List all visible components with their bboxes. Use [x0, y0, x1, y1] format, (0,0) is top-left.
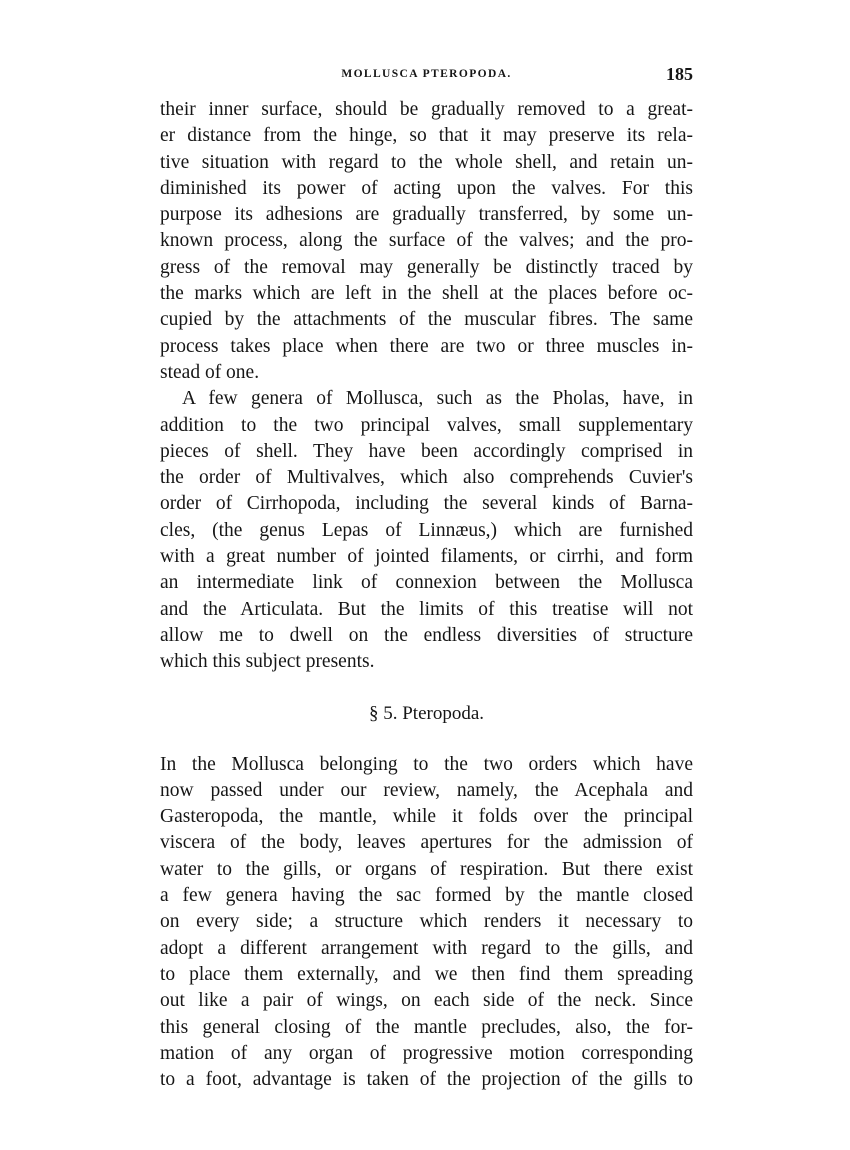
section-heading: § 5. Pteropoda.: [368, 702, 485, 724]
text-line: In the Mollusca belonging to the two orders which have: [160, 753, 693, 775]
page-number: 185: [666, 64, 693, 84]
text-line: A few genera of Mollusca, such as the Pholas, have, in: [182, 388, 693, 410]
running-title: MOLLUSCA PTEROPODA.: [341, 68, 512, 80]
text-line: to a foot, advantage is taken of the projection of the gills to: [160, 1069, 693, 1091]
text-line: to place them externally, and we then find them spreading: [160, 963, 693, 985]
text-line: gress of the removal may generally be distinctly traced by: [160, 256, 693, 278]
text-line: known process, along the surface of the valves; and the pro-: [160, 230, 693, 252]
text-line: the order of Multivalves, which also comprehends Cuvier's: [160, 467, 693, 489]
text-line: process takes place when there are two or three muscles in-: [160, 335, 693, 357]
text-line: a few genera having the sac formed by the mantle closed: [160, 885, 693, 907]
body-text: [160, 97, 693, 1093]
text-line: with a great number of jointed filaments, or cirrhi, and form: [160, 546, 693, 568]
text-line: diminished its power of acting upon the valves. For this: [160, 177, 693, 199]
text-line: out like a pair of wings, on each side of the neck. Since: [160, 990, 693, 1012]
paragraph-2: [160, 386, 693, 675]
text-line: water to the gills, or organs of respiration. But there exist: [160, 858, 693, 880]
text-line: allow me to dwell on the endless diversities of structure: [160, 624, 693, 646]
text-line: and the Articulata. But the limits of this treatise will not: [160, 598, 693, 620]
text-line: pieces of shell. They have been accordingly comprised in: [160, 440, 693, 462]
text-line: addition to the two principal valves, small supplementary: [160, 414, 693, 436]
paragraph-3: [160, 752, 693, 1094]
text-line: purpose its adhesions are gradually transferred, by some un-: [160, 204, 693, 226]
text-line: mation of any organ of progressive motion corresponding: [160, 1042, 693, 1064]
text-line: on every side; a structure which renders it necessary to: [160, 911, 693, 933]
text-line: Gasteropoda, the mantle, while it folds over the principal: [160, 806, 693, 828]
text-line: their inner surface, should be gradually removed to a great-: [160, 99, 693, 120]
text-line: an intermediate link of connexion between the Mollusca: [160, 572, 693, 594]
text-line: tive situation with regard to the whole shell, and retain un-: [160, 151, 693, 173]
text-line: which this subject presents.: [160, 651, 375, 673]
spacer: [160, 727, 693, 752]
text-line: this general closing of the mantle precludes, also, the for-: [160, 1016, 693, 1038]
text-line: adopt a different arrangement with regard to the gills, and: [160, 937, 693, 959]
text-line: er distance from the hinge, so that it may preserve its rela-: [160, 125, 693, 147]
text-line: order of Cirrhopoda, including the several kinds of Barna-: [160, 493, 693, 515]
running-head: [160, 62, 693, 86]
text-line: the marks which are left in the shell at the places before oc-: [160, 283, 693, 305]
spacer: [160, 676, 693, 701]
text-line: stead of one.: [160, 361, 260, 383]
text-line: cles, (the genus Lepas of Linnæus,) which are furnished: [160, 519, 693, 541]
text-line: now passed under our review, namely, the Acephala and: [160, 779, 693, 801]
paragraph-1: [160, 97, 693, 386]
text-line: cupied by the attachments of the muscular fibres. The same: [160, 309, 693, 331]
text-line: viscera of the body, leaves apertures for the admission of: [160, 832, 693, 854]
